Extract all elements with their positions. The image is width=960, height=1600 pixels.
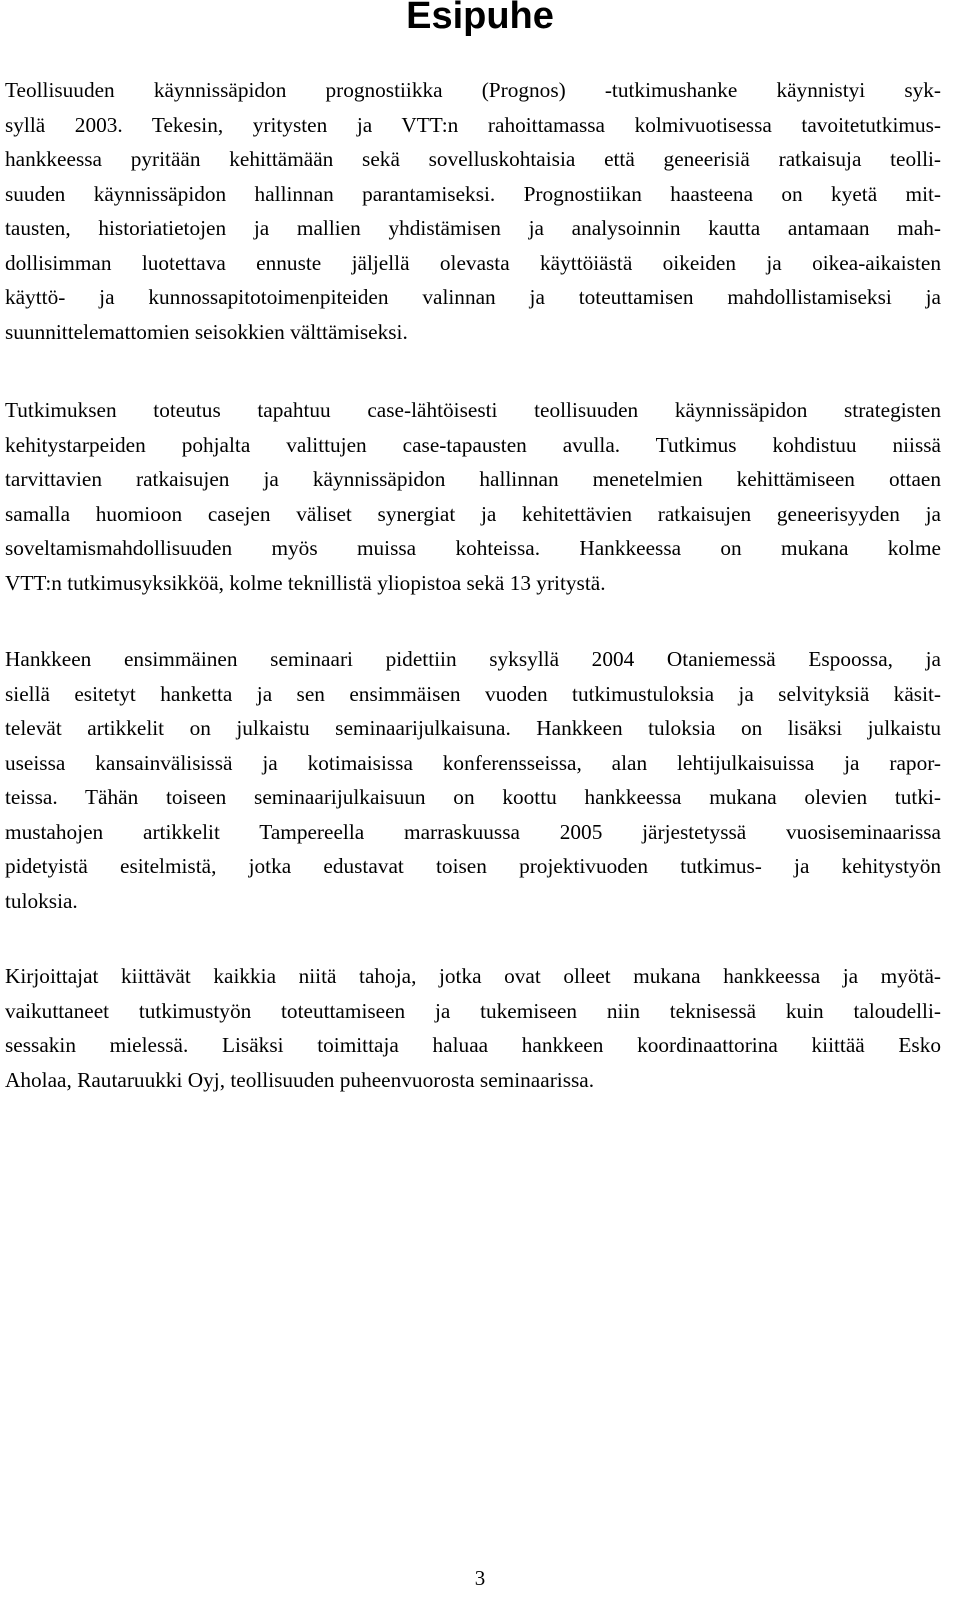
paragraph-research-implementation xyxy=(5,393,941,600)
text-line: tausten, historiatietojen ja mallien yhdistämisen ja analysoinnin kautta antamaan mah- xyxy=(5,216,941,240)
page-title: Esipuhe xyxy=(406,0,554,37)
text-line: suuden käynnissäpidon hallinnan parantamiseksi. Prognostiikan haasteena on kyetä mit- xyxy=(5,181,941,206)
text-line: vaikuttaneet tutkimustyön toteuttamiseen ja tukemiseen niin teknisessä kuin taloudelli- xyxy=(5,998,941,1023)
text-line: Hankkeen ensimmäinen seminaari pidettiin syksyllä 2004 Otaniemessä Espoossa, ja xyxy=(5,647,941,671)
text-line: samalla huomioon casejen väliset synergiat ja kehitettävien ratkaisujen geneerisyyden ja xyxy=(5,501,941,526)
text-line: syllä 2003. Tekesin, yritysten ja VTT:n rahoittamassa kolmivuotisessa tavoitetutkimus- xyxy=(5,112,941,137)
paragraph-seminars xyxy=(5,642,941,918)
text-line: Aholaa, Rautaruukki Oyj, teollisuuden puheenvuorosta seminaarissa. xyxy=(5,1067,595,1092)
paragraph-acknowledgements xyxy=(5,959,941,1097)
text-line: teissa. Tähän toiseen seminaarijulkaisuun on koottu hankkeessa mukana olevien tutki- xyxy=(5,785,941,809)
text-line: tuloksia. xyxy=(5,888,78,913)
text-line: siellä esitetyt hanketta ja sen ensimmäisen vuoden tutkimustuloksia ja selvityksiä käsit- xyxy=(5,681,941,706)
page-number: 3 xyxy=(474,1566,486,1590)
text-line: hankkeessa pyritään kehittämään sekä sovelluskohtaisia että geneerisiä ratkaisuja teolli- xyxy=(5,147,941,171)
text-line: käyttö- ja kunnossapitotoimenpiteiden valinnan ja toteuttamisen mahdollistamiseksi ja xyxy=(5,285,941,309)
text-line: dollisimman luotettava ennuste jäljellä olevasta käyttöiästä oikeiden ja oikea-aikaisten xyxy=(5,250,941,275)
text-line: VTT:n tutkimusyksikköä, kolme teknillistä yliopistoa sekä 13 yritystä. xyxy=(5,570,606,595)
text-line: Kirjoittajat kiittävät kaikkia niitä tahoja, jotka ovat olleet mukana hankkeessa ja myötä- xyxy=(5,964,941,988)
text-line: soveltamismahdollisuuden myös muissa kohteissa. Hankkeessa on mukana kolme xyxy=(5,536,941,560)
text-line: kehitystarpeiden pohjalta valittujen case-tapausten avulla. Tutkimus kohdistuu niissä xyxy=(5,432,941,457)
text-line: sessakin mielessä. Lisäksi toimittaja haluaa hankkeen koordinaattorina kiittää Esko xyxy=(5,1033,941,1057)
text-line: pidetyistä esitelmistä, jotka edustavat toisen projektivuoden tutkimus- ja kehitystyön xyxy=(5,854,941,878)
text-line: tarvittavien ratkaisujen ja käynnissäpidon hallinnan menetelmien kehittämiseen ottaen xyxy=(5,467,941,491)
paragraph-project-intro xyxy=(5,73,941,349)
text-line: Tutkimuksen toteutus tapahtuu case-lähtöisesti teollisuuden käynnissäpidon strategisten xyxy=(5,398,941,422)
text-line: Teollisuuden käynnissäpidon prognostiikka (Prognos) -tutkimushanke käynnistyi syk- xyxy=(5,78,941,102)
text-line: mustahojen artikkelit Tampereella marraskuussa 2005 järjestetyssä vuosiseminaarissa xyxy=(5,819,941,844)
text-line: televät artikkelit on julkaistu seminaarijulkaisuna. Hankkeen tuloksia on lisäksi julkaistu xyxy=(5,716,941,740)
text-line: suunnittelemattomien seisokkien välttämiseksi. xyxy=(5,319,408,344)
text-line: useissa kansainvälisissä ja kotimaisissa konferensseissa, alan lehtijulkaisuissa ja rapor- xyxy=(5,750,941,775)
